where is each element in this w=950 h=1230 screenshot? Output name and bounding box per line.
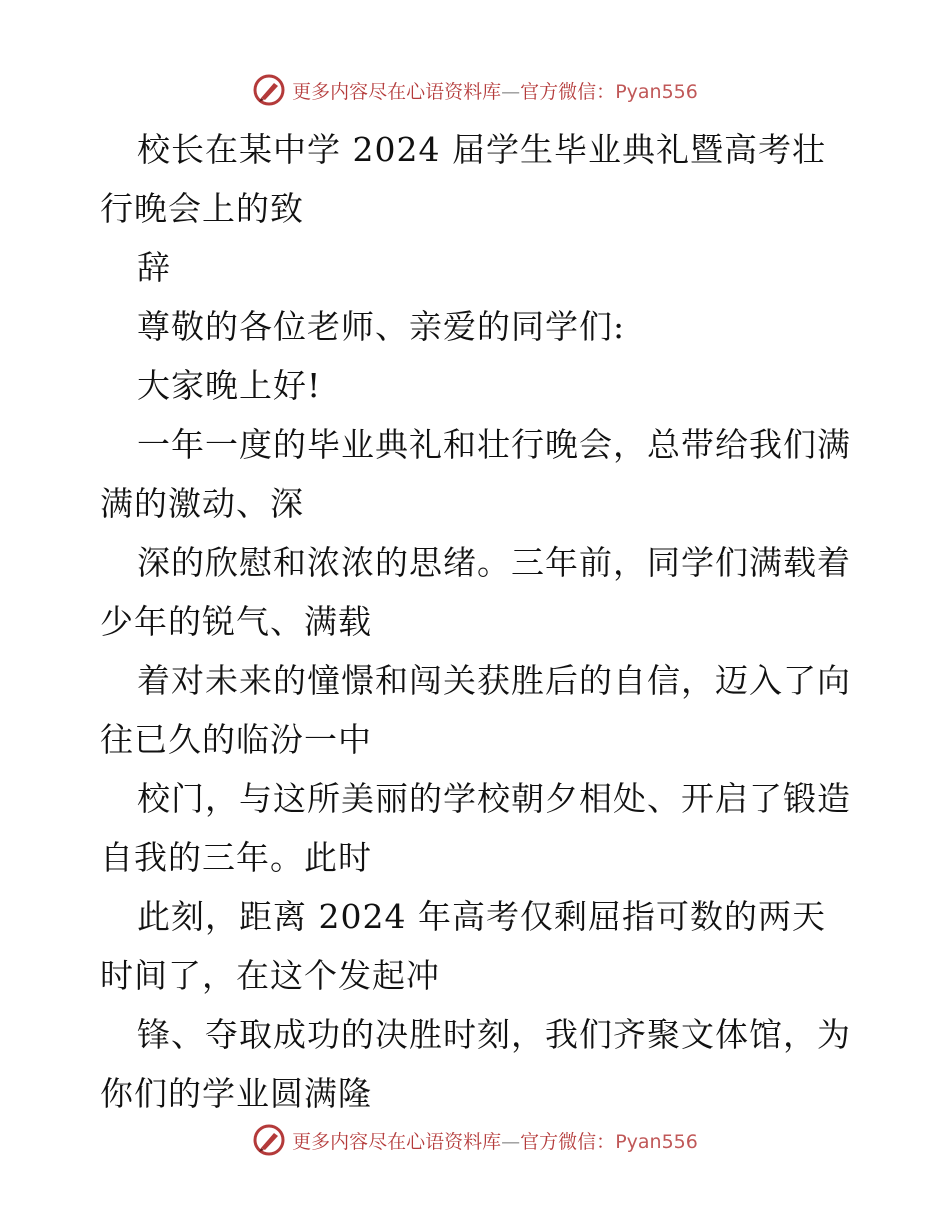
- paragraph: 辞: [137, 248, 171, 287]
- document-body: [100, 120, 852, 1123]
- paragraph: 锋、夺取成功的决胜时刻，我们齐聚文体馆，为你们的学业圆满隆: [100, 1015, 851, 1113]
- footer-watermark: [0, 1120, 950, 1160]
- paragraph: 着对未来的憧憬和闯关获胜后的自信，迈入了向往已久的临汾一中: [100, 661, 851, 759]
- paragraph: 校门，与这所美丽的学校朝夕相处、开启了锻造自我的三年。此时: [100, 779, 851, 877]
- watermark-wechat: Pyan556: [615, 80, 698, 103]
- watermark-brand: 更多内容尽在心语资料库: [292, 80, 502, 103]
- watermark-separator: —: [501, 80, 521, 103]
- pen-logo-icon: [252, 1123, 286, 1157]
- watermark-group: [252, 73, 698, 107]
- watermark-group: [252, 1123, 698, 1157]
- pen-logo-icon: [252, 73, 286, 107]
- watermark-label: 官方微信：: [520, 1130, 616, 1153]
- paragraph: 深的欣慰和浓浓的思绪。三年前，同学们满载着少年的锐气、满载: [100, 543, 851, 641]
- watermark-text: [292, 77, 698, 104]
- watermark-text: [292, 1127, 698, 1154]
- paragraph: 尊敬的各位老师、亲爱的同学们:: [137, 307, 626, 346]
- paragraph: 大家晚上好!: [137, 366, 322, 405]
- header-watermark: [0, 70, 950, 110]
- watermark-label: 官方微信：: [520, 80, 616, 103]
- paragraph: 校长在某中学 2024 届学生毕业典礼暨高考壮行晚会上的致: [100, 130, 826, 228]
- watermark-brand: 更多内容尽在心语资料库: [292, 1130, 502, 1153]
- paragraph: 此刻，距离 2024 年高考仅剩屈指可数的两天时间了，在这个发起冲: [100, 897, 826, 995]
- paragraph: 一年一度的毕业典礼和壮行晚会，总带给我们满满的激动、深: [100, 425, 851, 523]
- watermark-separator: —: [501, 1130, 521, 1153]
- watermark-wechat: Pyan556: [615, 1130, 698, 1153]
